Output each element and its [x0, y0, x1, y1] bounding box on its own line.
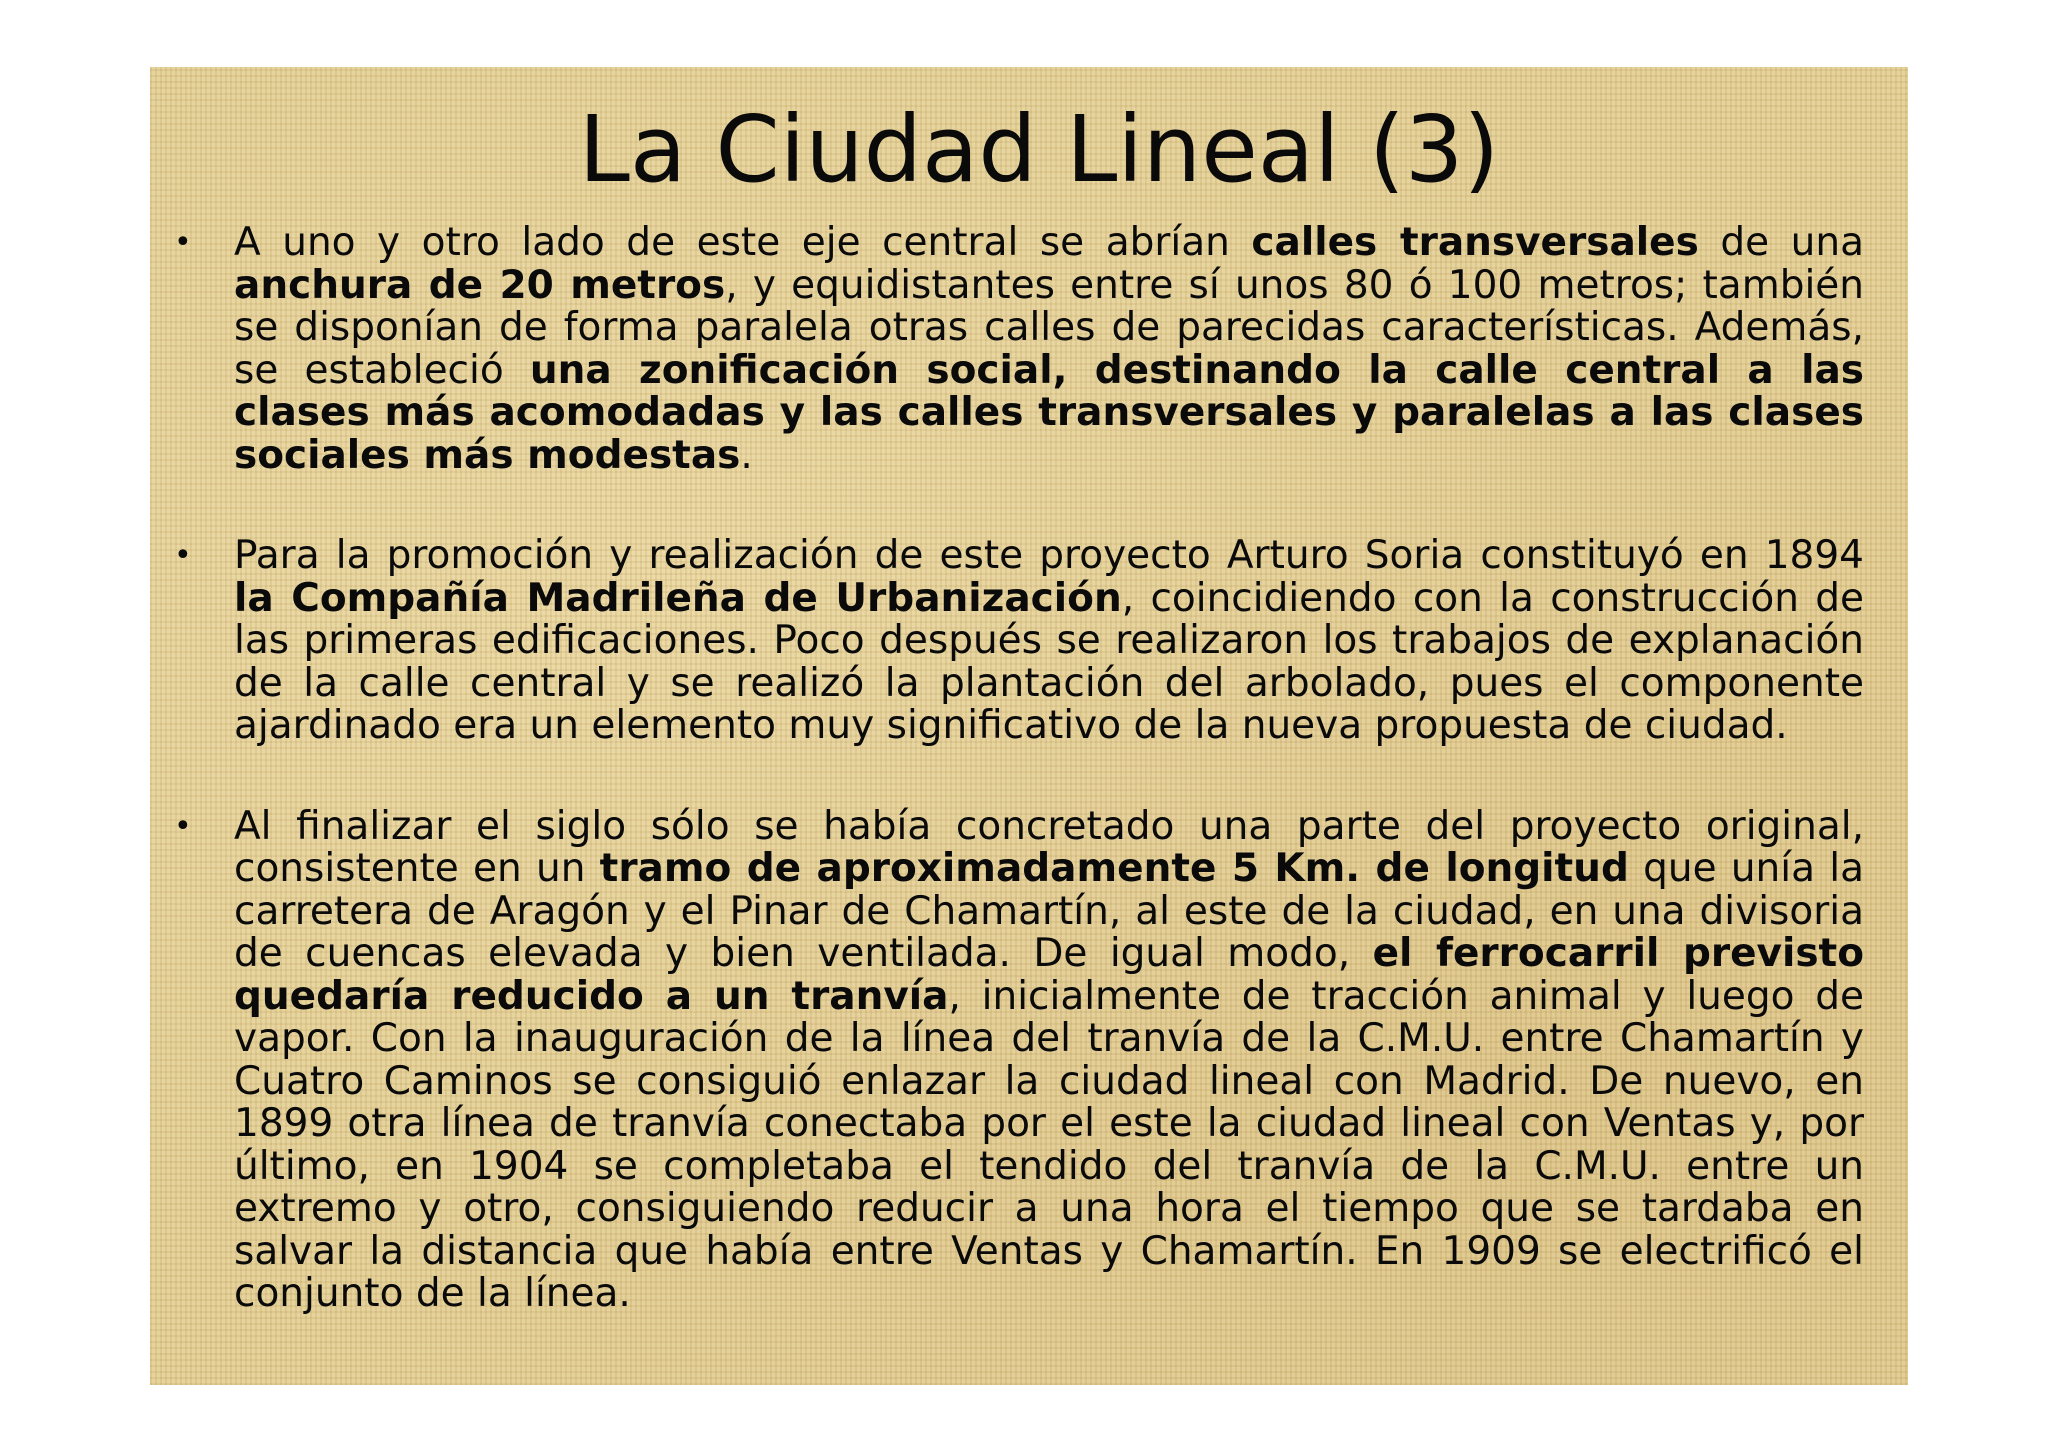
slide-title: La Ciudad Lineal (3): [578, 96, 1500, 203]
bold-text-segment: la Compañía Madrileña de Urbanización: [234, 575, 1122, 621]
bullet-item: [174, 803, 1864, 1316]
text-segment: A uno y otro lado de este eje central se abrían: [234, 220, 1252, 265]
text-segment: Para la promoción y realización de este proyecto Arturo Soria constituyó en 1894: [234, 533, 1864, 578]
slide: [150, 67, 1908, 1385]
bullet-list: [174, 222, 1864, 1374]
bullet-item: [174, 535, 1864, 748]
text-segment: que unía la carretera de Aragón y el Pinar de Chamartín, al este de la ciudad, en una divisoria de cuencas elevada y bien ventilada. De igual modo,: [234, 846, 1864, 976]
text-segment: .: [740, 432, 753, 478]
paragraph-text: [234, 804, 1864, 1317]
text-segment: , coincidiendo con la construcción de las primeras edificaciones. Poco después se realizaron los trabajos de explanación de la calle central y se realizó la plantación del arbolado, pues el componente ajardinado era un elemento muy significativo de la nueva propuesta de ciudad.: [234, 575, 1865, 748]
bold-text-segment: una zonificación social, destinando la calle central a las clases más acomodadas y las calles transversales y paralelas a las clases sociales más modestas: [234, 347, 1864, 478]
paragraph-text: [234, 220, 1864, 478]
bold-text-segment: calles transversales: [1251, 220, 1699, 265]
bold-text-segment: el ferrocarril previsto quedaría reducido a un tranvía: [234, 931, 1864, 1019]
bold-text-segment: tramo de aproximadamente 5 Km. de longitud: [599, 846, 1629, 891]
paragraph-text: [234, 533, 1864, 748]
text-segment: de una: [1698, 220, 1864, 265]
text-segment: , inicialmente de tracción animal y luego de vapor. Con la inauguración de la línea del tranvía de la C.M.U. entre Chamartín y Cuatro Caminos se consiguió enlazar la ciudad lineal con Madrid. De nuevo, en 1899 otra línea de tranvía conectaba por el este la ciudad lineal con Ventas y, por último, en 1904 se completaba el tendido del tranvía de la C.M.U. entre un extremo y otro, consiguiendo reducir a una hora el tiempo que se tardaba en salvar la distancia que había entre Ventas y Chamartín. En 1909 se electrificó el conjunto de la línea.: [234, 973, 1864, 1316]
bullet-marker: •: [174, 538, 192, 573]
bold-text-segment: anchura de 20 metros: [234, 262, 726, 308]
text-segment: Al finalizar el siglo sólo se había concretado una parte del proyecto original, consistente en un: [234, 803, 1864, 891]
text-segment: , y equidistantes entre sí unos 80 ó 100 metros; también se disponían de forma paralela otras calles de parecidas características. Además, se estableció: [234, 262, 1864, 393]
bullet-marker: •: [174, 808, 192, 844]
bullet-marker: •: [174, 225, 192, 260]
bullet-item: [174, 222, 1864, 477]
